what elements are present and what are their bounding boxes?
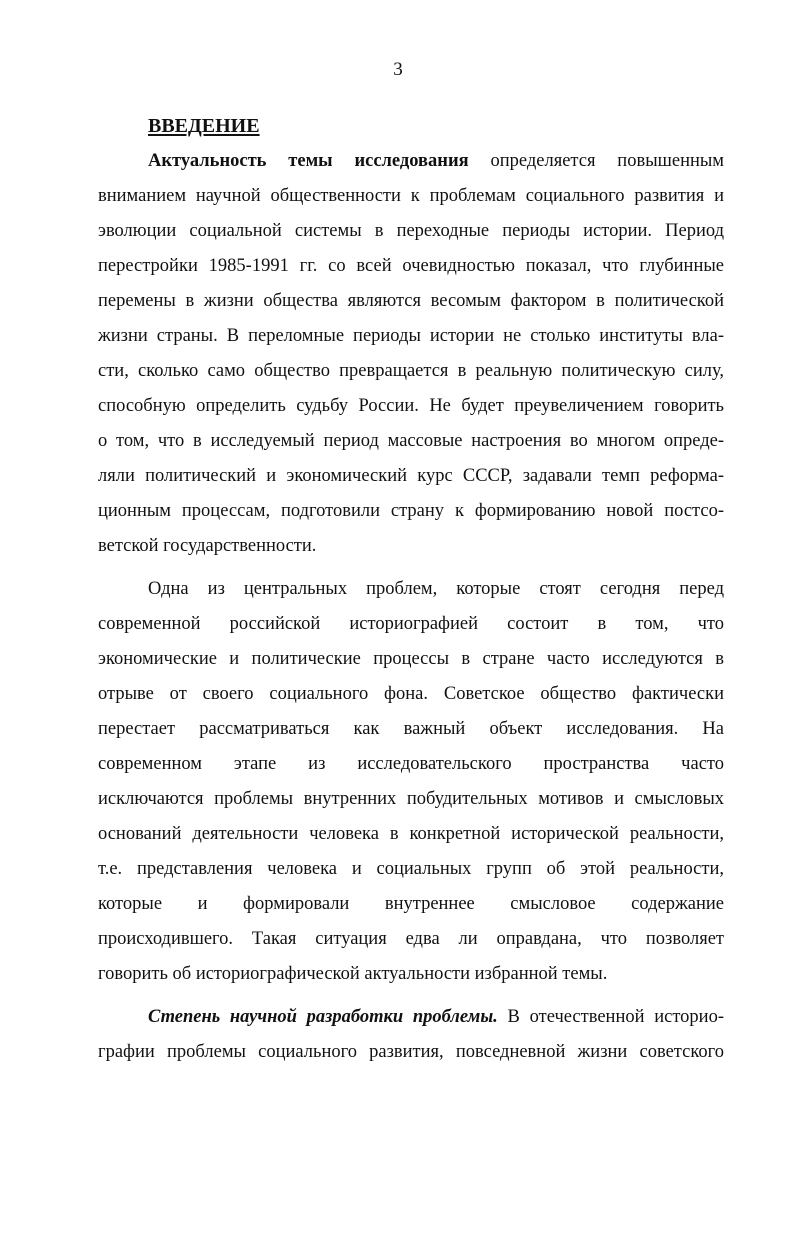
paragraph-2-line-10: которые и формировали внутреннее смысловое содержание — [98, 894, 724, 914]
paragraph-1-line-4: перестройки 1985-1991 гг. со всей очевидностью показал, что глубинные — [98, 256, 724, 276]
paragraph-3-line-2: графии проблемы социального развития, повседневной жизни советского — [98, 1042, 724, 1062]
paragraph-1-line-5: перемены в жизни общества являются весомым фактором в политической — [98, 291, 724, 311]
paragraph-1-line-10: ляли политический и экономический курс СССР, задавали темп реформа- — [98, 466, 724, 486]
page-number: 3 — [393, 59, 403, 80]
paragraph-2-line-2: современной российской историографией состоит в том, что — [98, 614, 724, 634]
paragraph-3-line-1 — [148, 1004, 724, 1030]
paragraph-1-line-7: сти, сколько само общество превращается в реальную политическую силу, — [98, 361, 724, 381]
paragraph-1-line-9: о том, что в исследуемый период массовые настроения во многом опреде- — [98, 431, 724, 451]
relevance-lead: Актуальность темы исследования — [148, 151, 469, 171]
research-degree-lead: Степень научной разработки проблемы. — [148, 1007, 498, 1027]
paragraph-2-line-7: исключаются проблемы внутренних побудительных мотивов и смысловых — [98, 789, 724, 809]
paragraph-2-line-1: Одна из центральных проблем, которые стоят сегодня перед — [148, 579, 724, 599]
paragraph-2-line-6: современном этапе из исследовательского пространства часто — [98, 754, 724, 774]
paragraph-2-line-5: перестает рассматриваться как важный объект исследования. На — [98, 719, 724, 739]
paragraph-2-line-12: говорить об историографической актуальности избранной темы. — [98, 964, 608, 984]
paragraph-2-line-8: оснований деятельности человека в конкретной исторической реальности, — [98, 824, 724, 844]
section-heading: ВВЕДЕНИЕ — [148, 115, 260, 137]
paragraph-2-line-4: отрыве от своего социального фона. Советское общество фактически — [98, 684, 724, 704]
paragraph-1-line-8: способную определить судьбу России. Не будет преувеличением говорить — [98, 396, 724, 416]
text-span: определяется повышенным — [490, 151, 725, 171]
paragraph-1-line-12: ветской государственности. — [98, 536, 317, 556]
paragraph-2-line-3: экономические и политические процессы в стране часто исследуются в — [98, 649, 724, 669]
paragraph-2-line-11: происходившего. Такая ситуация едва ли оправдана, что позволяет — [98, 929, 724, 949]
text-span: В отечественной историо- — [507, 1007, 724, 1027]
paragraph-1-line-11: ционным процессам, подготовили страну к формированию новой постсо- — [98, 501, 724, 521]
paragraph-2-line-9: т.е. представления человека и социальных групп об этой реальности, — [98, 859, 724, 879]
paragraph-1-line-3: эволюции социальной системы в переходные периоды истории. Период — [98, 221, 724, 241]
paragraph-1-line-2: вниманием научной общественности к проблемам социального развития и — [98, 186, 724, 206]
paragraph-1-line-1 — [148, 148, 724, 174]
paragraph-1-line-6: жизни страны. В переломные периоды истории не столько институты вла- — [98, 326, 724, 346]
